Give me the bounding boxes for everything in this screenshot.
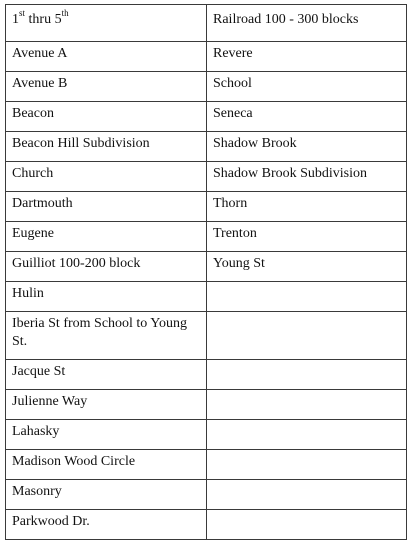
street-cell-1st-thru-5th: Beacon Hill Subdivision xyxy=(6,132,207,162)
street-cell-1st-thru-5th: Iberia St from School to Young St. xyxy=(6,312,207,360)
table-row xyxy=(6,510,407,540)
street-list-table xyxy=(5,4,407,540)
street-cell-railroad: Young St xyxy=(207,252,407,282)
street-cell-railroad xyxy=(207,282,407,312)
street-cell-railroad: Revere xyxy=(207,42,407,72)
table-row xyxy=(6,480,407,510)
header-num-1: 1 xyxy=(12,12,19,27)
street-list-body xyxy=(6,5,407,540)
street-cell-railroad xyxy=(207,312,407,360)
table-row xyxy=(6,282,407,312)
street-cell-1st-thru-5th: Masonry xyxy=(6,480,207,510)
street-cell-1st-thru-5th: Church xyxy=(6,162,207,192)
street-cell-railroad xyxy=(207,360,407,390)
street-cell-1st-thru-5th: Avenue A xyxy=(6,42,207,72)
street-cell-1st-thru-5th: Eugene xyxy=(6,222,207,252)
table-row xyxy=(6,390,407,420)
street-cell-1st-thru-5th: Jacque St xyxy=(6,360,207,390)
table-row xyxy=(6,42,407,72)
street-cell-railroad: School xyxy=(207,72,407,102)
street-cell-railroad: Thorn xyxy=(207,192,407,222)
street-cell-1st-thru-5th: Julienne Way xyxy=(6,390,207,420)
street-cell-railroad: Trenton xyxy=(207,222,407,252)
header-cell-1st-thru-5th xyxy=(6,5,207,42)
street-cell-1st-thru-5th: Dartmouth xyxy=(6,192,207,222)
street-cell-1st-thru-5th: Madison Wood Circle xyxy=(6,450,207,480)
table-row xyxy=(6,252,407,282)
street-cell-1st-thru-5th: Parkwood Dr. xyxy=(6,510,207,540)
street-cell-railroad xyxy=(207,420,407,450)
street-cell-railroad xyxy=(207,480,407,510)
table-row xyxy=(6,102,407,132)
street-cell-1st-thru-5th: Hulin xyxy=(6,282,207,312)
table-row xyxy=(6,450,407,480)
street-cell-railroad xyxy=(207,450,407,480)
table-row xyxy=(6,312,407,360)
street-cell-railroad: Shadow Brook xyxy=(207,132,407,162)
table-row xyxy=(6,192,407,222)
street-cell-1st-thru-5th: Avenue B xyxy=(6,72,207,102)
street-cell-railroad: Seneca xyxy=(207,102,407,132)
street-cell-1st-thru-5th: Guilliot 100-200 block xyxy=(6,252,207,282)
header-cell-railroad: Railroad 100 - 300 blocks xyxy=(207,5,407,42)
table-row xyxy=(6,222,407,252)
table-row xyxy=(6,72,407,102)
table-row xyxy=(6,162,407,192)
street-cell-1st-thru-5th: Lahasky xyxy=(6,420,207,450)
street-cell-1st-thru-5th: Beacon xyxy=(6,102,207,132)
street-cell-railroad xyxy=(207,510,407,540)
header-sup-st: st xyxy=(19,8,26,19)
street-list-table-container xyxy=(5,4,406,540)
header-thru-5: thru 5 xyxy=(25,12,62,27)
header-sup-th: th xyxy=(61,8,69,19)
table-row xyxy=(6,360,407,390)
street-cell-railroad xyxy=(207,390,407,420)
table-row xyxy=(6,420,407,450)
table-header-row xyxy=(6,5,407,42)
table-row xyxy=(6,132,407,162)
street-cell-railroad: Shadow Brook Subdivision xyxy=(207,162,407,192)
